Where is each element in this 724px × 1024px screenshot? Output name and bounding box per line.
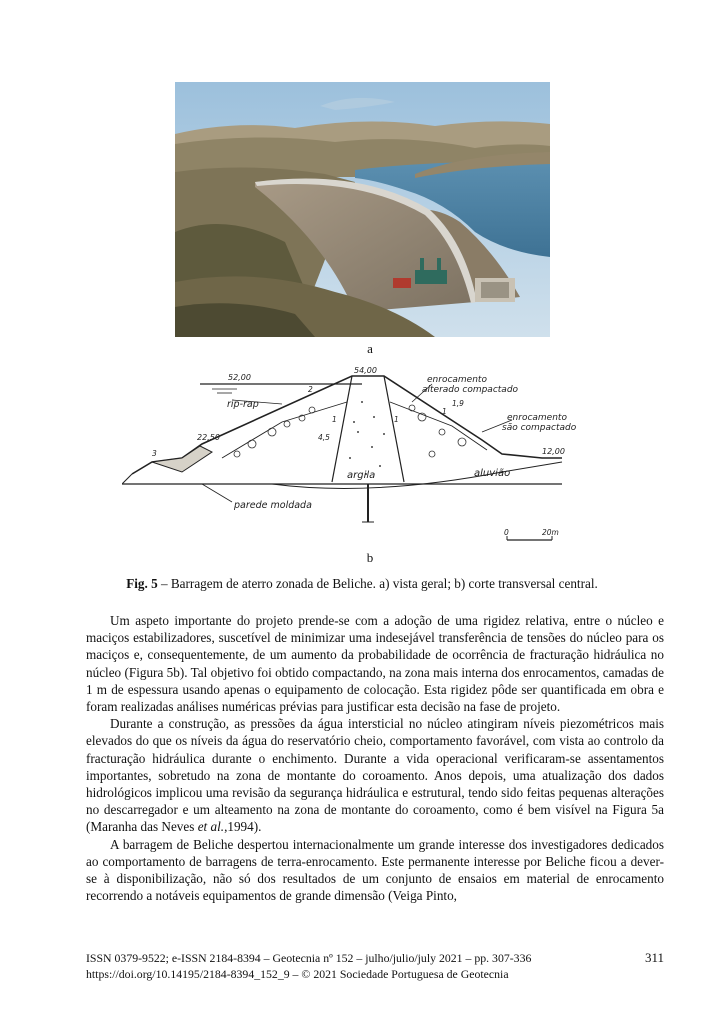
label-argila: argila xyxy=(347,470,376,481)
paragraph-2-etal: et al. xyxy=(197,819,225,835)
label-enrocamento-alterado-1: enrocamento xyxy=(427,375,487,385)
footer-doi: https://doi.org/10.14195/2184-8394_152_9 – © 2021 Sociedade Portuguesa de Geotecnia xyxy=(86,967,509,981)
figure-sublabel-a: a xyxy=(367,341,373,356)
dam-photo xyxy=(175,82,550,337)
slope-label-1-9: 1,9 xyxy=(452,399,464,408)
figure-sublabel-b: b xyxy=(366,550,374,565)
dam-photo-image xyxy=(175,82,550,337)
paragraph-2-text: Durante a construção, as pressões da água intersticial no núcleo atingiram níveis piezométricos mais elevados do que os níveis da água do reservatório cheio, comportamento favorável, com vista ao controlo da fracturação hidráulica durante o enchimento. Durante a vida operacional verificaram-se assentamentos importantes, sobretudo na zona de montante do coroamento. Anos depois, uma atualização dos dados hidrológicos implicou uma revisão da segurança hidráulica e estrutural, tendo sido feitas pequenas alterações no descarregador e um alteamento na zona de montante do coroamento, como é bem visível na Figura 5a (Maranha das Neves xyxy=(86,716,664,835)
page-number: 311 xyxy=(644,950,664,965)
label-aluviao: aluvião xyxy=(474,468,511,479)
label-enrocamento-sao-1: enrocamento xyxy=(507,413,567,423)
label-parede-moldada: parede moldada xyxy=(234,500,312,511)
caption-text: – Barragem de aterro zonada de Beliche. a) vista geral; b) corte transversal central. xyxy=(157,576,598,591)
paragraph-2 xyxy=(86,715,664,835)
slope-label-1a: 1 xyxy=(332,415,337,424)
label-riprap: rip-rap xyxy=(227,399,259,410)
paragraph-1: Um aspeto importante do projeto prende-se com a adoção de uma rigidez relativa, entre o núcleo e maciços estabilizadores, suscetível de minimizar uma indesejável transferência de tensões do núcleo para os maciços e, consequentemente, de um aumento da probabilidade de ocorrência de fracturação hidráulica no núcleo (Figura 5b). Tal objetivo foi obtido compactando, na zona mais interna dos enrocamentos, camadas de 1 m de espessura usando apenas o equipamento de colocação. Esta rigidez pôde ser quantificada em obra e foram realizadas análises numéricas prévias para justificar esta decisão na fase de projeto. xyxy=(86,613,664,715)
scale-zero: 0 xyxy=(504,528,509,537)
footer-issn: ISSN 0379-9522; e-ISSN 2184-8394 – Geotecnia nº 152 – julho/julio/july 2021 – pp. 307-336 xyxy=(86,951,532,965)
slope-label-2: 2 xyxy=(308,385,313,394)
cross-section-drawing xyxy=(122,362,592,542)
caption-label: Fig. 5 xyxy=(126,576,158,591)
dam-cross-section xyxy=(122,362,592,542)
paragraph-3: A barragem de Beliche despertou internacionalmente um grande interesse dos investigadores dedicados ao comportamento de barragens de terra-enrocamento. Este permanente interesse por Beliche ficou a dever-se à disponibilização, não só dos resultados de um conjunto de ensaios em material de enrocamento recorrendo a notáveis equipamentos de grande dimensão (Veiga Pinto, xyxy=(86,836,664,904)
scale-20m: 20m xyxy=(542,528,559,537)
body-text xyxy=(86,612,664,904)
label-enrocamento-sao-2: são compactado xyxy=(502,423,577,433)
paragraph-2-end: ,1994). xyxy=(224,819,262,835)
slope-label-1b: 1 xyxy=(394,415,399,424)
slope-label-1c: 1 xyxy=(442,407,447,416)
slope-label-3: 3 xyxy=(152,449,157,458)
elevation-berm: 22,50 xyxy=(197,433,220,442)
elevation-right: 12,00 xyxy=(542,447,565,456)
figure-caption xyxy=(0,576,724,592)
page-footer xyxy=(86,950,664,982)
elevation-crest: 54,00 xyxy=(354,366,377,375)
label-enrocamento-alterado-2: alterado compactado xyxy=(422,385,519,395)
elevation-52: 52,00 xyxy=(228,373,251,382)
slope-label-4-5: 4,5 xyxy=(318,433,330,442)
